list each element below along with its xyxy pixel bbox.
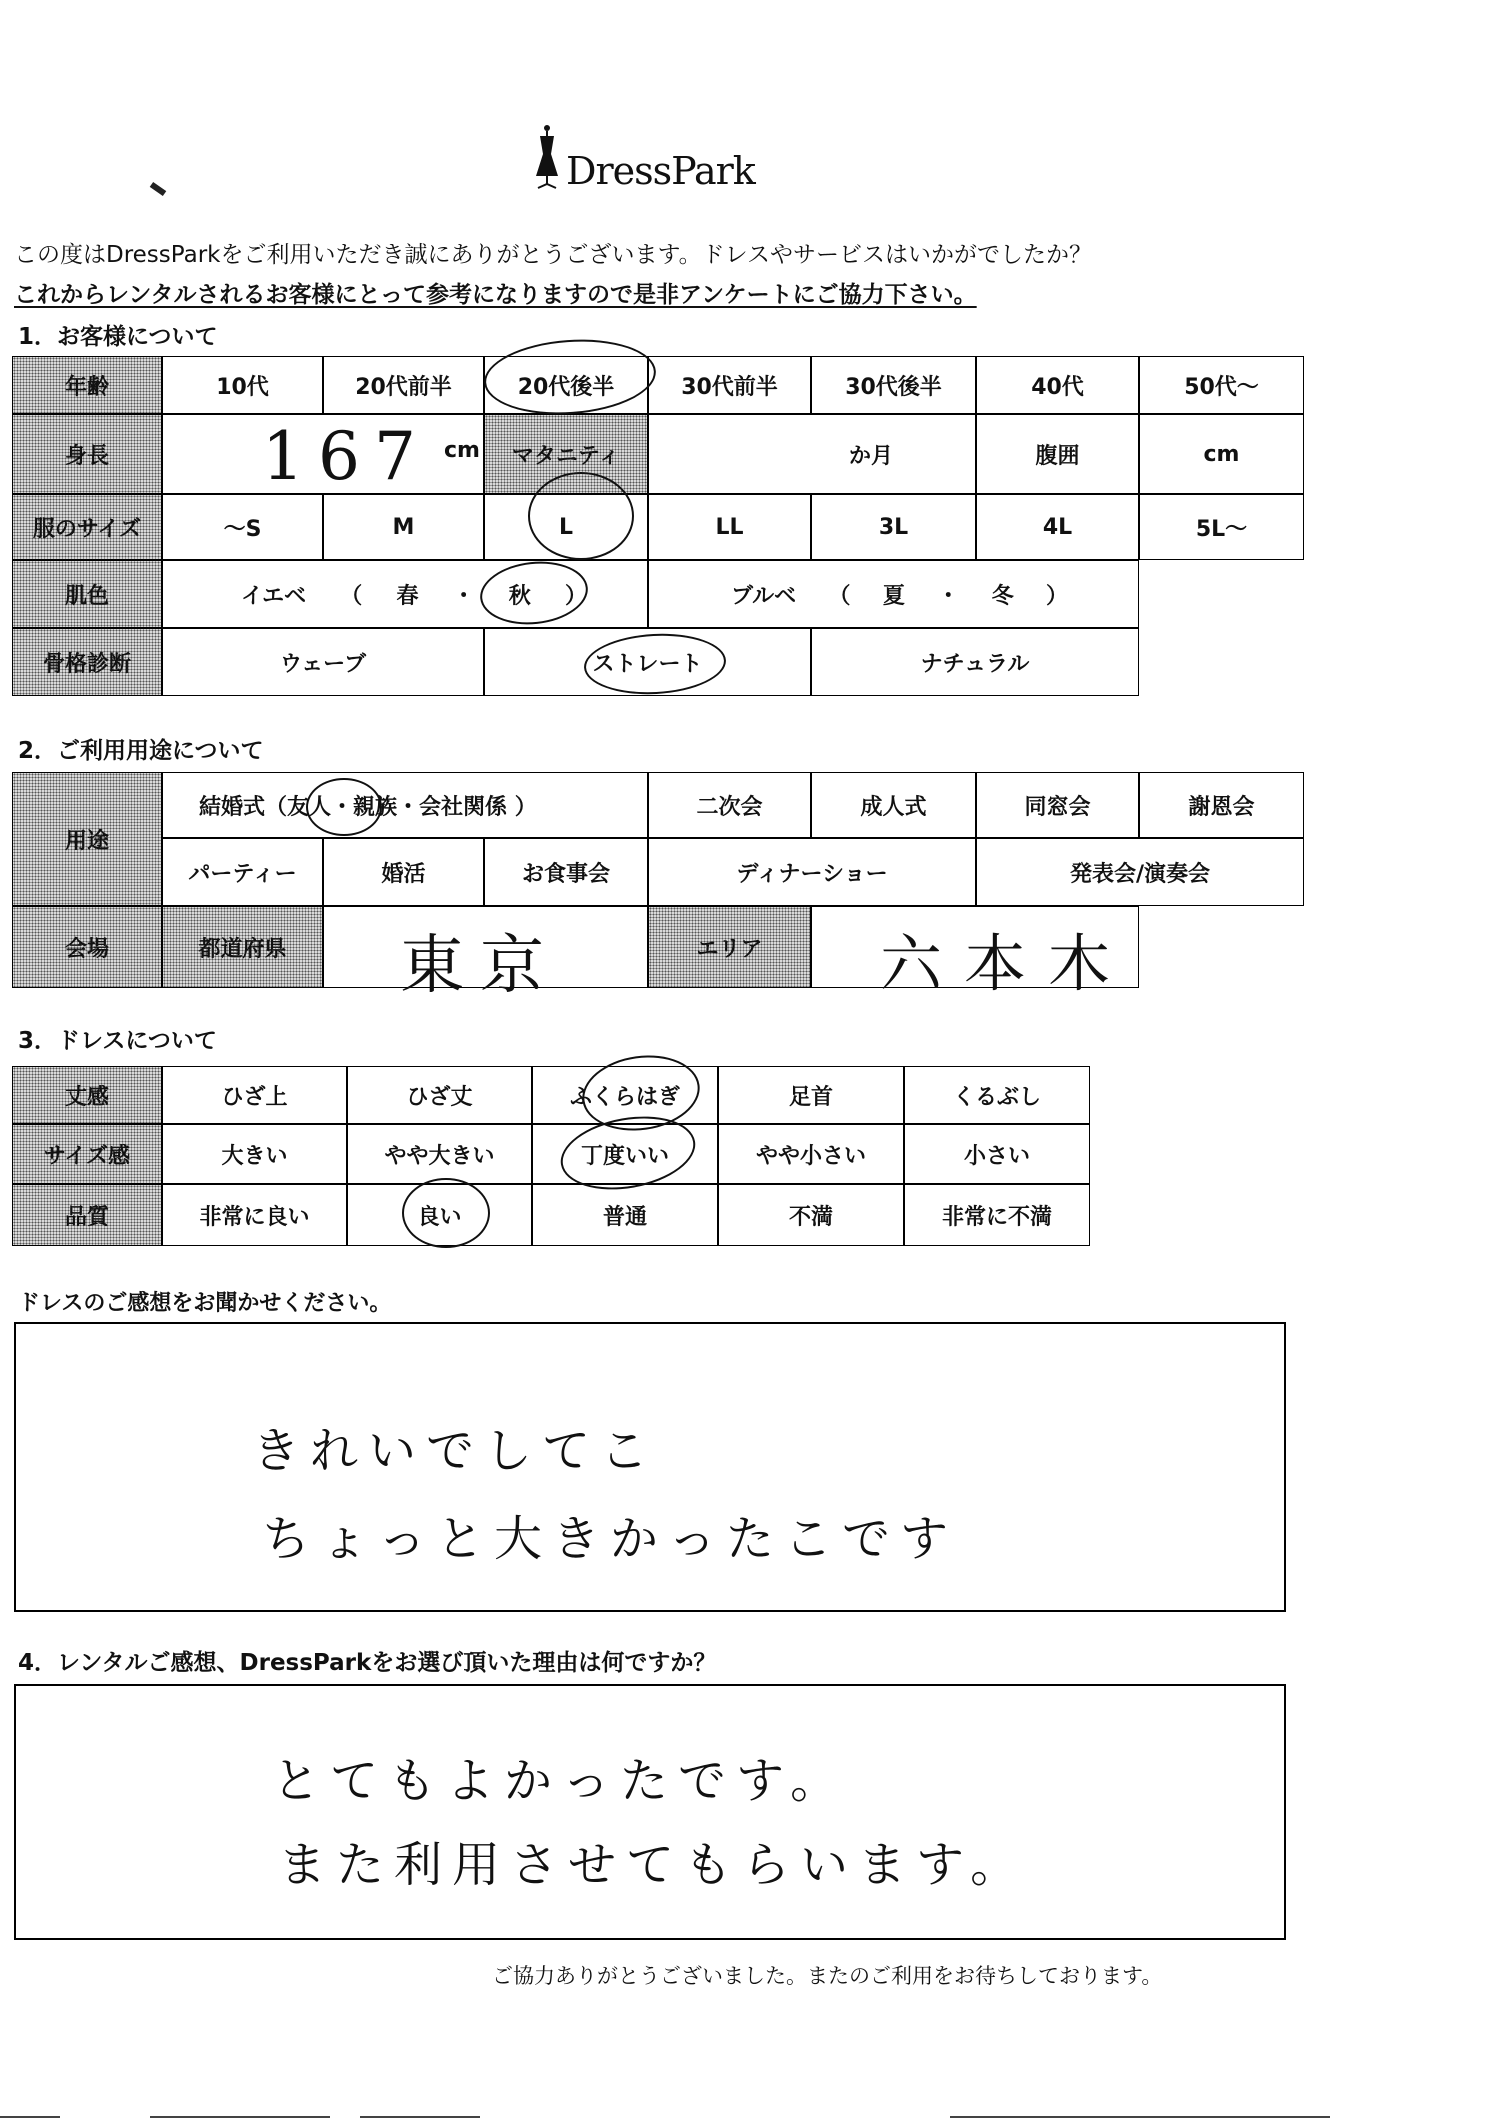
age-option[interactable]: 50代～ <box>1139 356 1304 414</box>
age-option[interactable]: 40代 <box>976 356 1139 414</box>
quality-option[interactable]: 良い <box>347 1184 532 1246</box>
age-label: 年齢 <box>12 356 162 414</box>
maternity-label: マタニティ <box>484 414 648 494</box>
size-option[interactable]: L <box>484 494 648 560</box>
height-value: 167 <box>262 418 430 495</box>
quality-option[interactable]: 不満 <box>718 1184 904 1246</box>
quality-option[interactable]: 非常に不満 <box>904 1184 1090 1246</box>
quality-label: 品質 <box>12 1184 162 1246</box>
skin-summer: 夏 <box>882 583 905 609</box>
area-value: 六本木 <box>880 927 1133 1000</box>
age-option[interactable]: 20代後半 <box>484 356 648 414</box>
length-option[interactable]: くるぶし <box>904 1066 1090 1124</box>
size-selection-circle <box>528 472 634 560</box>
reason-answer-box[interactable] <box>14 1684 1286 1940</box>
prefecture-value: 東京 <box>400 929 560 1003</box>
size-option[interactable]: 4L <box>976 494 1139 560</box>
bone-label: 骨格診断 <box>12 628 162 696</box>
use-option[interactable]: パーティー <box>162 838 323 906</box>
skin-yellow-name: イエベ <box>241 583 307 609</box>
impressions-title: ドレスのご感想をお聞かせください。 <box>18 1291 392 1316</box>
reason-line-1: とてもよかったです。 <box>272 1753 849 1809</box>
use-option[interactable]: 発表会/演奏会 <box>976 838 1304 906</box>
length-option[interactable]: ふくらはぎ <box>532 1066 718 1124</box>
intro-line-1: この度はDressParkをご利用いただき誠にありがとうございます。ドレスやサービスはいかがでしたか？ <box>14 242 1092 268</box>
length-option[interactable]: 足首 <box>718 1066 904 1124</box>
height-label: 身長 <box>12 414 162 494</box>
skin-blue-option[interactable]: ブルベ （ 夏 ・ 冬 ） <box>648 560 1139 628</box>
dress-form-icon <box>532 124 562 190</box>
section-4-title: 4．レンタルご感想、DressParkをお選び頂いた理由は何ですか？ <box>18 1650 717 1676</box>
skin-blue-name: ブルベ <box>731 583 797 609</box>
length-label: 丈感 <box>12 1066 162 1124</box>
height-unit: cm <box>444 438 480 463</box>
fit-option[interactable]: やや小さい <box>718 1124 904 1184</box>
size-label: 服のサイズ <box>12 494 162 560</box>
use-wedding-option[interactable]: 結婚式（ 友人 ・親族・会社関係 ） <box>162 772 648 838</box>
use-option[interactable]: 成人式 <box>811 772 976 838</box>
size-option[interactable]: M <box>323 494 484 560</box>
scan-edge-line <box>950 2116 1330 2118</box>
scan-edge-line <box>360 2116 480 2118</box>
bone-option[interactable]: ウェーブ <box>162 628 484 696</box>
fit-option[interactable]: 小さい <box>904 1124 1090 1184</box>
fit-label: サイズ感 <box>12 1124 162 1184</box>
use-selection-circle <box>306 778 382 836</box>
scan-mark <box>150 182 167 196</box>
size-option[interactable]: 3L <box>811 494 976 560</box>
footer-thanks: ご協力ありがとうございました。またのご利用をお待ちしております。 <box>492 1964 1163 1988</box>
size-option[interactable]: LL <box>648 494 811 560</box>
quality-option[interactable]: 普通 <box>532 1184 718 1246</box>
brand-name: DressPark <box>566 149 755 193</box>
use-option[interactable]: ディナーショー <box>648 838 976 906</box>
length-option[interactable]: ひざ上 <box>162 1066 347 1124</box>
fit-option[interactable]: 丁度いい <box>532 1124 718 1184</box>
impressions-line-1: きれいでしてこ <box>252 1423 659 1479</box>
reason-line-2: また利用させてもらいます。 <box>278 1837 1029 1893</box>
dresspark-logo <box>532 124 755 193</box>
skin-winter: 冬 <box>991 583 1014 609</box>
impressions-line-2: ちょっと大きかったこです <box>262 1511 959 1567</box>
bone-option[interactable]: ナチュラル <box>811 628 1139 696</box>
bone-option[interactable]: ストレート <box>484 628 811 696</box>
scan-edge-line <box>0 2116 60 2118</box>
use-option[interactable]: お食事会 <box>484 838 648 906</box>
size-option[interactable]: ～S <box>162 494 323 560</box>
size-option[interactable]: 5L～ <box>1139 494 1304 560</box>
fit-option[interactable]: 大きい <box>162 1124 347 1184</box>
maternity-months-field[interactable]: か月 <box>648 414 976 494</box>
section-3-title: 3．ドレスについて <box>18 1028 217 1054</box>
use-option[interactable]: 同窓会 <box>976 772 1139 838</box>
section-1-title: 1．お客様について <box>18 324 218 350</box>
skin-label: 肌色 <box>12 560 162 628</box>
section-2-title: 2．ご利用用途について <box>18 738 264 764</box>
fit-option[interactable]: やや大きい <box>347 1124 532 1184</box>
quality-selection-circle <box>402 1178 490 1248</box>
prefecture-label: 都道府県 <box>162 906 323 988</box>
quality-option[interactable]: 非常に良い <box>162 1184 347 1246</box>
venue-label: 会場 <box>12 906 162 988</box>
use-option[interactable]: 謝恩会 <box>1139 772 1304 838</box>
age-option[interactable]: 20代前半 <box>323 356 484 414</box>
use-label: 用途 <box>12 772 162 906</box>
area-label: エリア <box>648 906 811 988</box>
waist-field[interactable]: cm <box>1139 414 1304 494</box>
skin-spring: 春 <box>396 583 419 609</box>
use-friend: 友人 <box>287 794 332 820</box>
age-option[interactable]: 30代後半 <box>811 356 976 414</box>
skin-yellow-option[interactable]: イエベ （ 春 ・ 秋 ） <box>162 560 648 628</box>
age-option[interactable]: 30代前半 <box>648 356 811 414</box>
scan-edge-line <box>150 2116 330 2118</box>
use-option[interactable]: 二次会 <box>648 772 811 838</box>
use-option[interactable]: 婚活 <box>323 838 484 906</box>
age-option[interactable]: 10代 <box>162 356 323 414</box>
length-option[interactable]: ひざ丈 <box>347 1066 532 1124</box>
skin-autumn: 秋 <box>508 583 531 609</box>
waist-label: 腹囲 <box>976 414 1139 494</box>
intro-line-2: これからレンタルされるお客様にとって参考になりますので是非アンケートにご協力下さい。 <box>14 282 977 308</box>
